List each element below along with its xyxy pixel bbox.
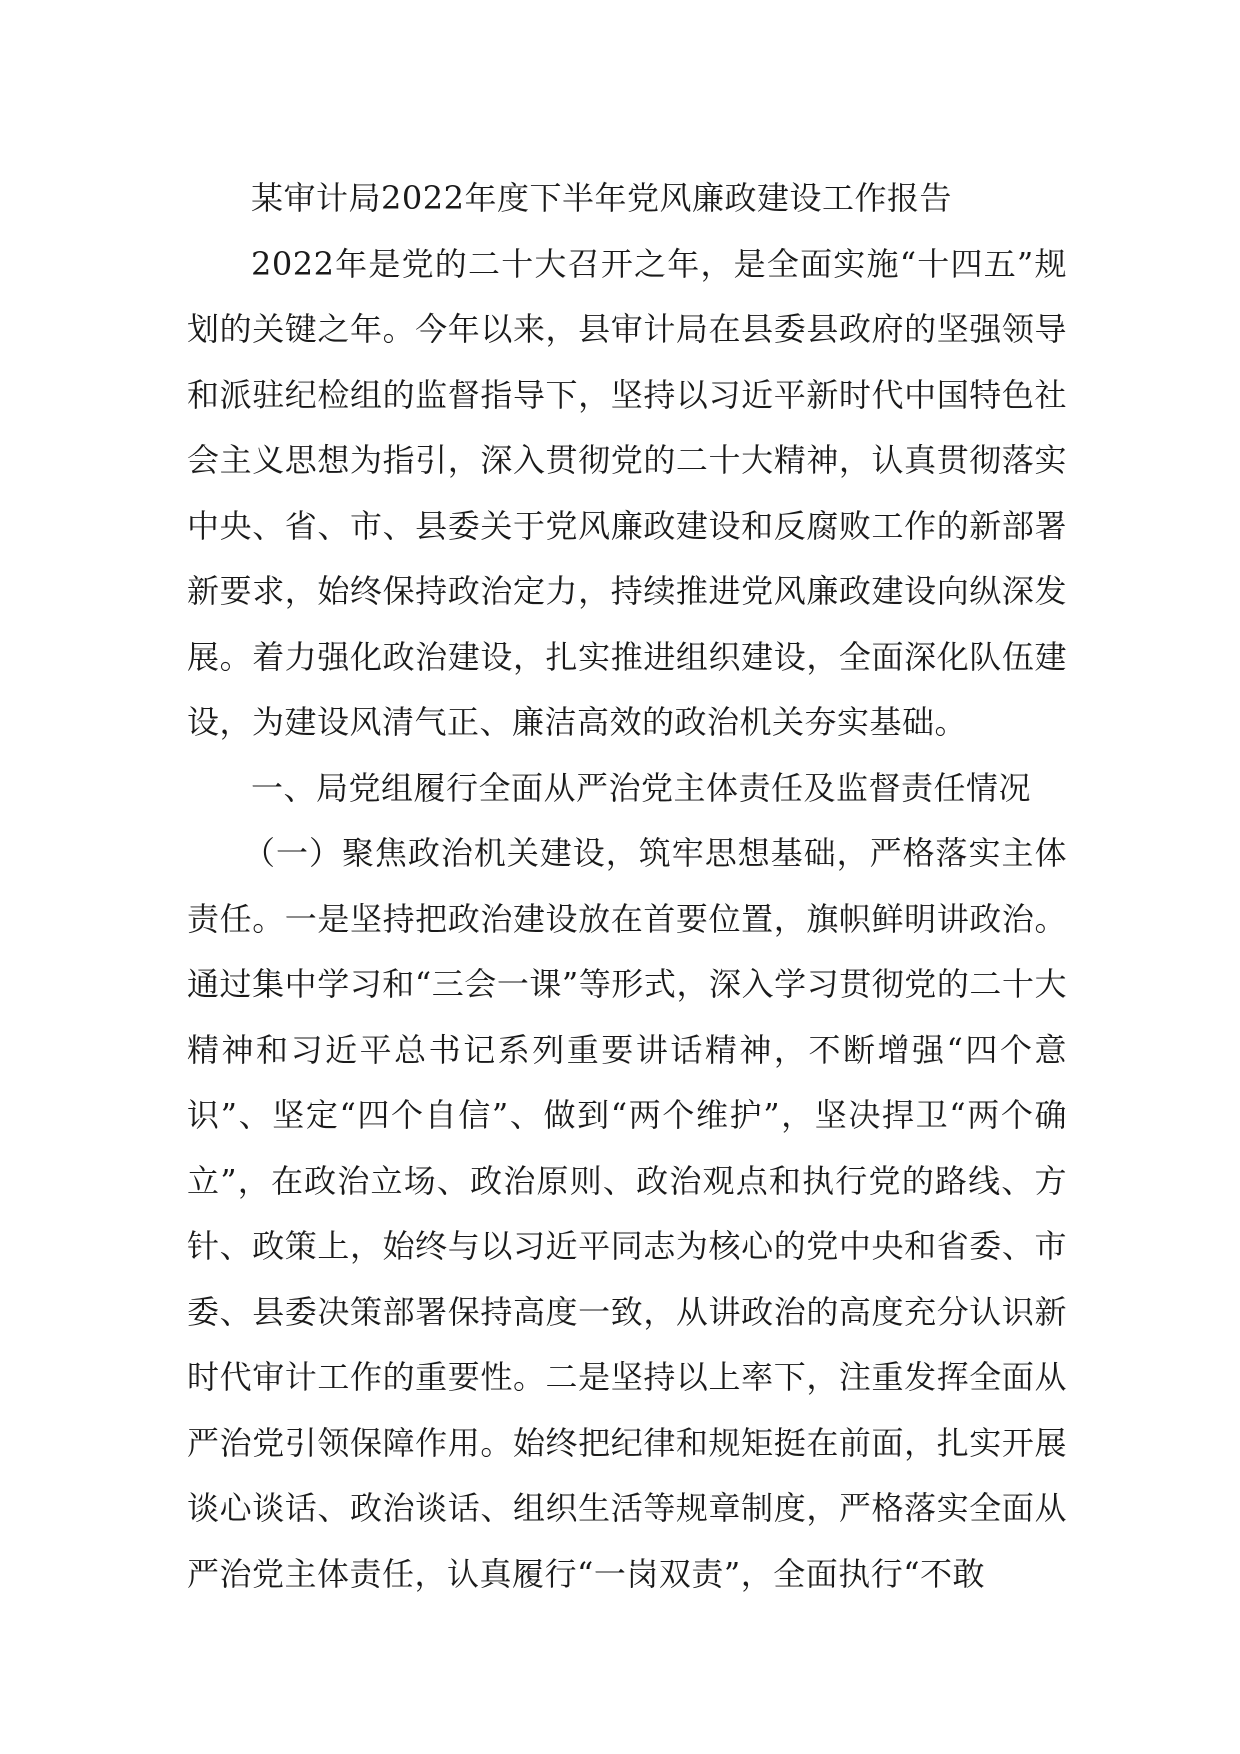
intro-paragraph: 2022年是党的二十大召开之年，是全面实施“十四五”规划的关键之年。今年以来，县审计局在县委县政府的坚强领导和派驻纪检组的监督指导下，坚持以习近平新时代中国特色社会主义思想为指引，深入贯彻党的二十大精神，认真贯彻落实中央、省、市、县委关于党风廉政建设和反腐败工作的新部署新要求，始终保持政治定力，持续推进党风廉政建设向纵深发展。着力强化政治建设，扎实推进组织建设，全面深化队伍建设，为建设风清气正、廉洁高效的政治机关夯实基础。	[187, 244, 1067, 741]
document-title: 某审计局2022年度下半年党风廉政建设工作报告	[251, 179, 952, 217]
section-heading: 一、局党组履行全面从严治党主体责任及监督责任情况	[251, 768, 1032, 807]
document-body	[187, 166, 1067, 1607]
subsection-paragraph: （一）聚焦政治机关建设，筑牢思想基础，严格落实主体责任。一是坚持把政治建设放在首要位置，旗帜鲜明讲政治。通过集中学习和“三会一课”等形式，深入学习贯彻党的二十大精神和习近平总书记系列重要讲话精神，不断增强“四个意识”、坚定“四个自信”、做到“两个维护”，坚决捍卫“两个确立”，在政治立场、政治原则、政治观点和执行党的路线、方针、政策上，始终与以习近平同志为核心的党中央和省委、市委、县委决策部署保持高度一致，从讲政治的高度充分认识新时代审计工作的重要性。二是坚持以上率下，注重发挥全面从严治党引领保障作用。始终把纪律和规矩挺在前面，扎实开展谈心谈话、政治谈话、组织生活等规章制度，严格落实全面从严治党主体责任，认真履行“一岗双责”，全面执行“不敢	[187, 834, 1067, 1593]
